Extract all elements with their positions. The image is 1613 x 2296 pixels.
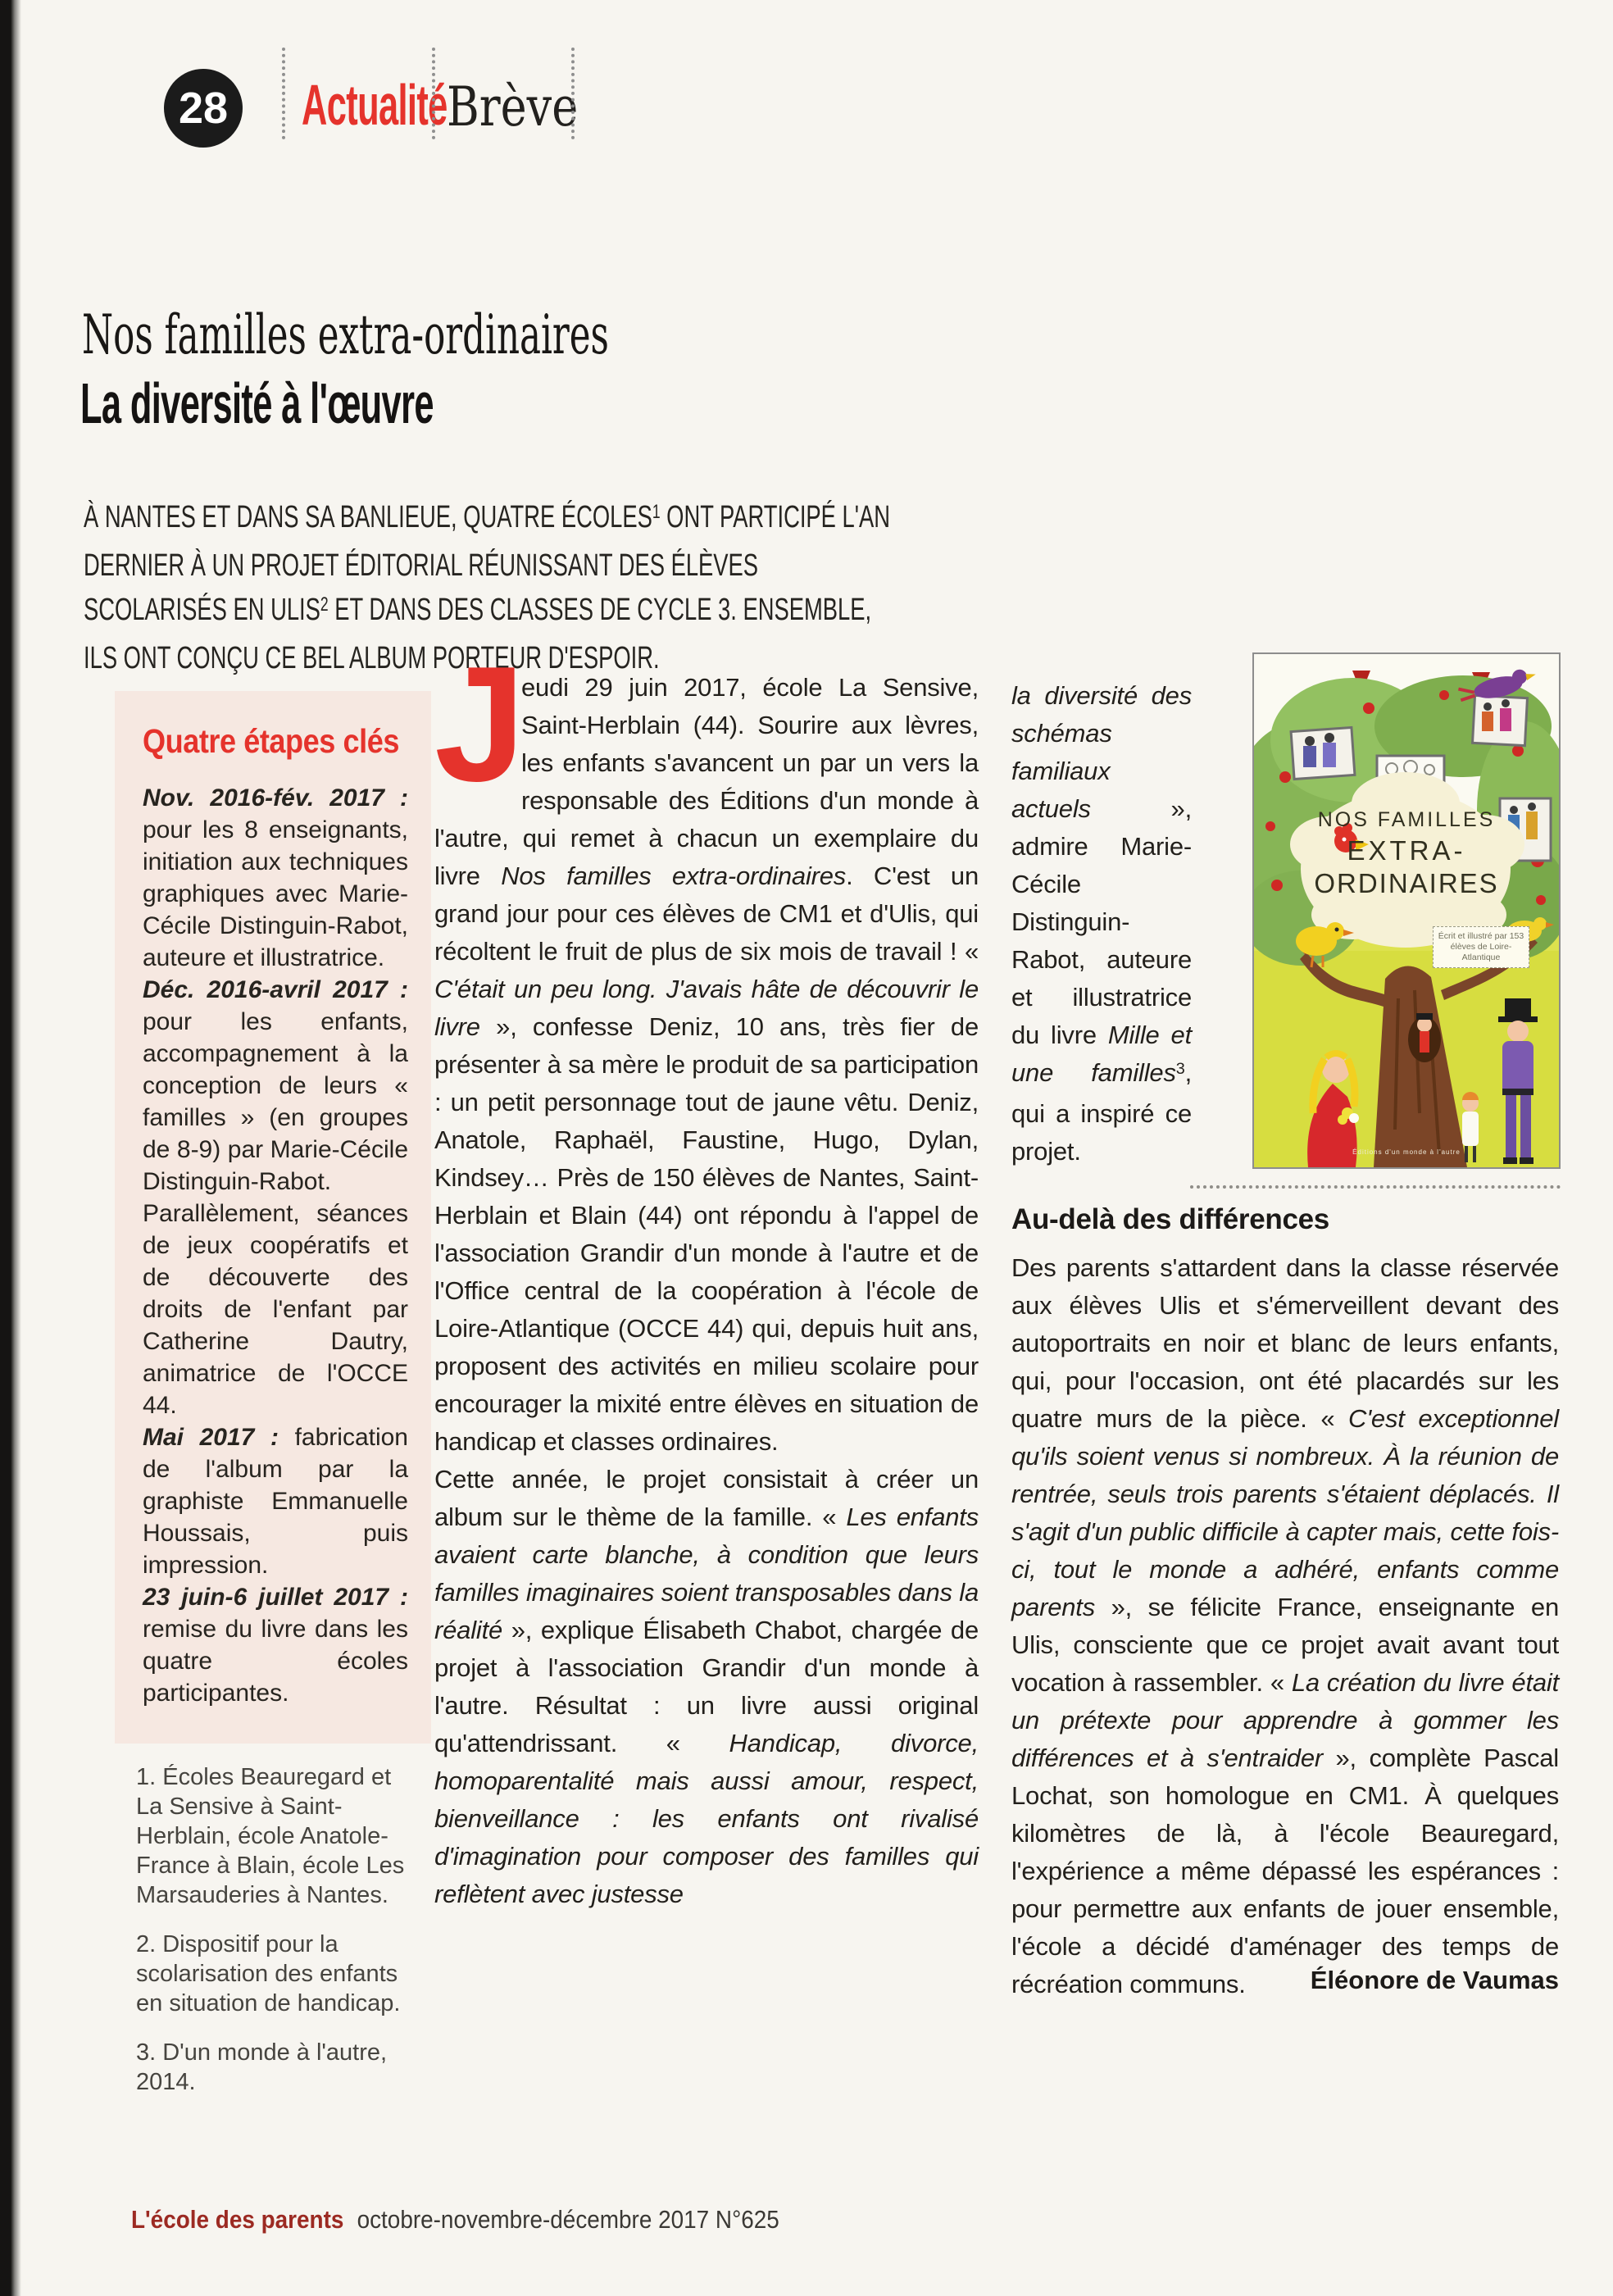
scan-edge-shadow — [0, 0, 21, 2296]
entry-label: Mai 2017 : — [143, 1424, 279, 1451]
text-run: Cette année, le projet consistait à créer un album sur le thème de la famille. « — [434, 1465, 979, 1531]
header-divider — [571, 48, 575, 139]
text-run: », admire Marie-Cécile Distinguin-Rabot, auteure et illustratrice du livre — [1011, 794, 1192, 1049]
entry-text: remise du livre dans les quatre écoles participantes. — [143, 1616, 408, 1707]
entry-label: Déc. 2016-avril 2017 : — [143, 976, 408, 1003]
book-title-line2: EXTRA- — [1347, 835, 1466, 866]
text-run: Les enfants avaient carte blanche, à condition que leurs familles imaginaires soient transposables dans la réalité — [434, 1503, 979, 1644]
list-item: 2. Dispositif pour la scolarisation des enfants en situation de handicap. — [136, 1931, 401, 2016]
text-run: la diversité des schémas familiaux actuels — [1011, 681, 1192, 823]
dropcap: J — [434, 633, 526, 816]
paragraph — [1011, 677, 1192, 1171]
entry-text: fabrication de l'album par la graphiste Emmanuelle Houssais, puis impression. — [143, 1424, 408, 1579]
book-title-line3: ORDINAIRES — [1314, 868, 1499, 898]
text-run: C'est exceptionnel qu'ils soient venus si nombreux. À la réunion de rentrée, seuls trois parents s'étaient déplacés. Il s'agit d'un public difficile à capter mais, cette fois-ci, tout le monde a adhéré, enfants comme parents — [1011, 1404, 1559, 1621]
page-footer — [131, 2205, 779, 2235]
page-number-badge — [164, 69, 243, 148]
text-run: Mille et une familles — [1011, 1021, 1193, 1087]
footnote-ref-1: 1 — [652, 501, 661, 524]
article-main-column — [434, 633, 979, 1913]
list-item: 3. D'un monde à l'autre, 2014. — [136, 2039, 388, 2095]
issue-info: octobre-novembre-décembre 2017 N°625 — [357, 2205, 779, 2234]
key-steps-title: Quatre étapes clés — [143, 722, 399, 760]
text-run: », se félicite France, enseignante en Ulis, consciente que ce projet avait avant tout vocation à rassembler. « — [1011, 1593, 1559, 1697]
footnote-ref-2: 2 — [320, 593, 329, 616]
article-kicker: Nos familles extra-ordinaires — [82, 303, 609, 366]
list-item — [143, 1581, 408, 1709]
book-publisher: Éditions d'un monde à l'autre — [1352, 1148, 1461, 1156]
text-run: Nos familles extra-ordinaires — [501, 862, 847, 890]
entry-label: Nov. 2016-fév. 2017 : — [143, 784, 408, 812]
header-divider — [282, 48, 285, 139]
subsection-label: Brève — [447, 75, 579, 139]
list-item — [143, 782, 408, 974]
article-narrow-column — [1011, 677, 1192, 1171]
entry-label: 23 juin-6 juillet 2017 : — [143, 1584, 408, 1611]
text-run: 3 — [1175, 1060, 1185, 1079]
book-title-line1: NOS FAMILLES — [1317, 808, 1496, 831]
article-main-text — [434, 633, 979, 1913]
article-headline: La diversité à l'œuvre — [80, 371, 434, 435]
article-right-column — [1011, 1203, 1559, 1998]
text-run: eudi 29 juin 2017, école La Sensive, Saint-Herblain (44). Sourire aux lèvres, les enfants s'avancent un par un vers la responsable des Éditions d'un monde à l'autre, qui remet à chacun un exemplaire du livre — [434, 673, 979, 890]
list-item: 1. Écoles Beauregard et La Sensive à Saint-Herblain, école Anatole-France à Blain, école Les Marsauderies à Nantes. — [136, 1764, 405, 1908]
standfirst-text: ET DANS DES CLASSES DE CYCLE 3. ENSEMBLE, ILS ONT CONÇU CE BEL ALBUM PORTEUR D'ESPOIR. — [84, 593, 872, 675]
magazine-brand: L'école des parents — [131, 2205, 344, 2234]
text-run: Des parents s'attardent dans la classe réservée aux élèves Ulis et s'émerveillent devant des autoportraits en noir et blanc de leurs enfants, qui, pour l'occasion, ont été placardés sur les quatre murs de la pièce. « — [1011, 1253, 1559, 1433]
book-title — [1254, 808, 1559, 899]
text-run: », confesse Deniz, 10 ans, très fier de présenter à sa mère le produit de sa participation : un petit personnage tout de jaune vêtu. Deniz, Anatole, Raphaël, Faustine, Hugo, Dylan, Kindsey… Près de 150 élèves de Nantes, Saint-Herblain et Blain (44) ont répondu à l'appel de l'association Grandir d'un monde à l'autre et de l'Office central de la coopération à l'école de Loire-Atlantique (OCCE 44) qui, depuis huit ans, proposent des activités en milieu scolaire pour encourager la mixité entre élèves en situation de handicap et classes ordinaires. — [434, 1012, 979, 1456]
standfirst-text: À NANTES ET DANS SA BANLIEUE, QUATRE ÉCOLES — [84, 500, 652, 534]
paragraph — [434, 1461, 979, 1913]
standfirst-text: ONT PARTICIPÉ L'AN DERNIER À UN PROJET ÉDITORIAL RÉUNISSANT DES ÉLÈVES SCOLARISÉS EN ULIS — [84, 500, 890, 627]
text-run: C'était un peu long. J'avais hâte de découvrir le livre — [434, 975, 979, 1041]
key-steps-list — [143, 782, 408, 1709]
entry-text: pour les enfants, accompagnement à la conception de leurs « familles » (en groupes de 8-9) par Marie-Cécile Distinguin-Rabot. Parallèlement, séances de jeux coopératifs et de découverte des droits de l'enfant par Catherine Dautry, animatrice de l'OCCE 44. — [143, 1008, 408, 1419]
list-item — [143, 1421, 408, 1581]
text-run: Handicap, divorce, homoparentalité mais aussi amour, respect, bienveillance : les enfants ont rivalisé d'imagination pour composer des familles qui reflètent avec justesse — [434, 1729, 979, 1908]
text-run: », explique Élisabeth Chabot, chargée de projet à l'association Grandir d'un monde à l'autre. Résultat : un livre aussi original qu'attendrissant. « — [434, 1616, 979, 1757]
text-run: . C'est un grand jour pour ces élèves de CM1 et d'Ulis, qui récoltent le fruit de plus de six mois de travail ! « — [434, 862, 979, 966]
book-cover-illustration — [1254, 654, 1559, 1167]
section-heading: Au-delà des différences — [1011, 1203, 1329, 1235]
list-item — [143, 974, 408, 1421]
section-label: Actualité — [302, 73, 448, 137]
header-divider — [432, 48, 435, 139]
text-run: », complète Pascal Lochat, son homologue en CM1. À quelques kilomètres de là, à l'école Beauregard, l'expérience a même dépassé les espérances : pour permettre aux enfants de jouer ensemble, l'école a décidé d'aménager des temps de récréation communs. — [1011, 1744, 1559, 1998]
key-steps-box — [115, 691, 431, 1744]
entry-text: pour les 8 enseignants, initiation aux techniques graphiques avec Marie-Cécile Distinguin-Rabot, auteure et illustratrice. — [143, 816, 408, 971]
book-cover-photo — [1252, 652, 1561, 1169]
page-number: 28 — [178, 84, 229, 133]
footnotes — [136, 1762, 408, 2116]
text-run: La création du livre était un prétexte pour apprendre à gommer les différences et à s'entraider — [1011, 1668, 1559, 1772]
paragraph — [1011, 1249, 1559, 2003]
text-run: , qui a inspiré ce projet. — [1011, 1058, 1192, 1166]
book-cover-note: Écrit et illustré par 153 élèves de Loire-Atlantique — [1433, 926, 1529, 968]
photo-bottom-rule — [1190, 1185, 1561, 1189]
author-signature: Éléonore de Vaumas — [1310, 1966, 1559, 1994]
article-right-text — [1011, 1249, 1559, 2003]
